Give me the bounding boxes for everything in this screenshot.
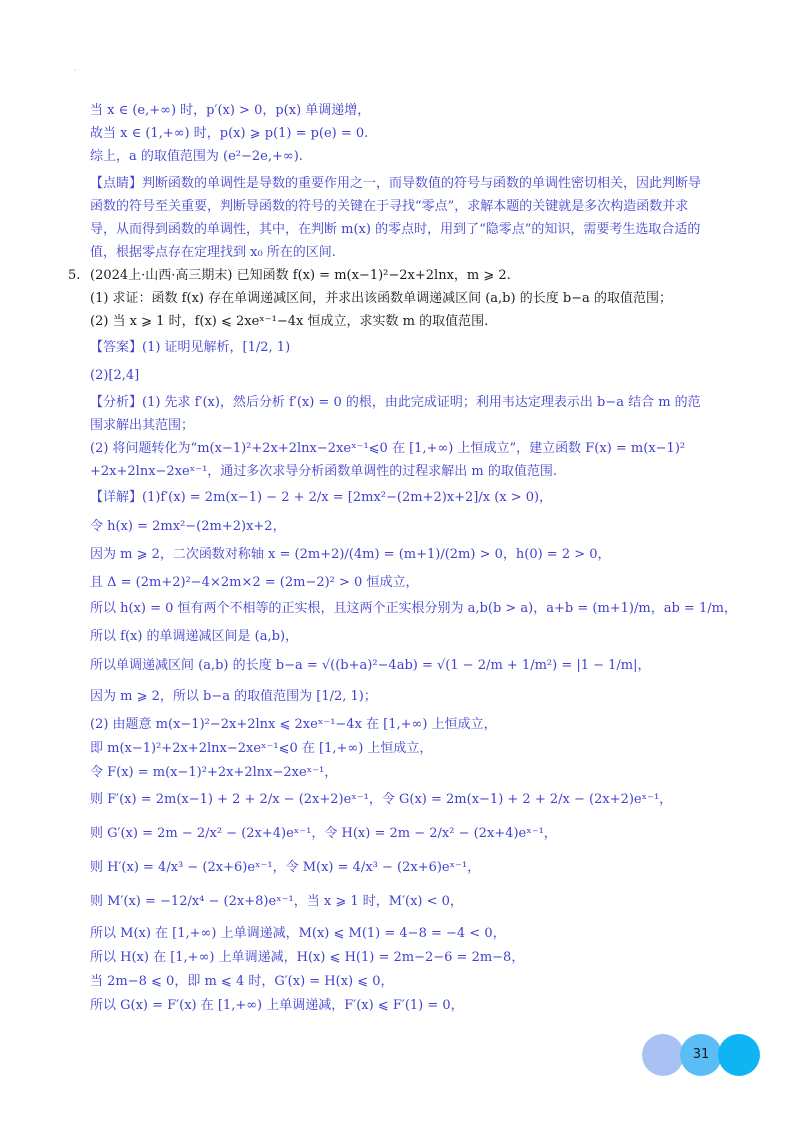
solution-line: 即 m(x−1)²+2x+2lnx−2xeˣ⁻¹⩽0 在 [1,+∞) 上恒成立，	[90, 741, 433, 756]
page-number: 31	[692, 1047, 710, 1062]
question-part-1: (1) 求证：函数 f(x) 存在单调递减区间，并求出该函数单调递减区间 (a,b) 的长度 b−a 的取值范围；	[90, 291, 672, 306]
answer-line: (2)[2,4]	[90, 368, 140, 383]
key-point-paragraph: 【点睛】判断函数的单调性是导数的重要作用之一，而导数值的符号与函数的单调性密切相关，因此判断导函数的符号至关重要，判断导函数的符号的关键在于寻找“零点”，求解本题的关键就是多次构造函数并求导，从而得到函数的单调性，其中，在判断 m(x) 的零点时，用到了“隐零点”的知识，需要考生选取合适的值，根据零点存在定理找到 x₀ 所在的区间.	[90, 176, 702, 260]
text-line: 综上，a 的取值范围为 (e²−2e,+∞).	[90, 149, 303, 164]
solution-line: 则 G′(x) = 2m − 2/x² − (2x+4)eˣ⁻¹，令 H(x) = 2m − 2/x² − (2x+4)eˣ⁻¹，	[90, 826, 557, 841]
solution-line: (2) 由题意 m(x−1)²−2x+2lnx ⩽ 2xeˣ⁻¹−4x 在 [1,+∞) 上恒成立，	[90, 717, 497, 732]
analysis-paragraph: 【分析】(1) 先求 f′(x)，然后分析 f′(x) = 0 的根，由此完成证明；利用韦达定理表示出 b−a 结合 m 的范围求解出其范围；	[90, 395, 701, 433]
decor-circle-right	[718, 1034, 760, 1076]
solution-line: 令 h(x) = 2mx²−(2m+2)x+2，	[90, 519, 286, 534]
solution-line: 因为 m ⩾ 2，二次函数对称轴 x = (2m+2)/(4m) = (m+1)/(2m) > 0，h(0) = 2 > 0，	[90, 547, 611, 562]
analysis-paragraph: (2) 将问题转化为“m(x−1)²+2x+2lnx−2xeˣ⁻¹⩽0 在 [1,+∞) 上恒成立”，建立函数 F(x) = m(x−1)² +2x+2lnx−2xeˣ⁻¹，通过多次求导分析函数单调性的过程求解出 m 的取值范围.	[90, 441, 686, 479]
solution-line: 则 M′(x) = −12/x⁴ − (2x+8)eˣ⁻¹，当 x ⩾ 1 时，M′(x) < 0，	[90, 894, 463, 909]
solution-line: 所以 H(x) 在 [1,+∞) 上单调递减，H(x) ⩽ H(1) = 2m−2−6 = 2m−8，	[90, 950, 525, 965]
solution-line: 因为 m ⩾ 2，所以 b−a 的取值范围为 [1/2, 1)；	[90, 689, 377, 704]
solution-line: 所以 h(x) = 0 恒有两个不相等的正实根，且这两个正实根分别为 a,b(b > a)，a+b = (m+1)/m，ab = 1/m，	[90, 601, 737, 616]
solution-line: 则 H′(x) = 4/x³ − (2x+6)eˣ⁻¹，令 M(x) = 4/x³ − (2x+6)eˣ⁻¹，	[90, 860, 481, 875]
solution-line: 当 2m−8 ⩽ 0，即 m ⩽ 4 时，G′(x) = H(x) ⩽ 0，	[90, 974, 394, 989]
solution-line: 所以 f(x) 的单调递减区间是 (a,b)，	[90, 629, 299, 644]
question-stem: (2024上·山西·高三期末) 已知函数 f(x) = m(x−1)²−2x+2lnx，m ⩾ 2.	[90, 268, 511, 283]
solution-line: 令 F(x) = m(x−1)²+2x+2lnx−2xeˣ⁻¹，	[90, 765, 338, 780]
solution-line: 所以单调递减区间 (a,b) 的长度 b−a = √((b+a)²−4ab) = √(1 − 2/m + 1/m²) = |1 − 1/m|，	[90, 658, 651, 673]
corner-mark: ·	[74, 66, 77, 75]
text-line: 当 x ∈ (e,+∞) 时，p′(x) > 0，p(x) 单调递增，	[90, 103, 371, 118]
solution-line: 则 F′(x) = 2m(x−1) + 2 + 2/x − (2x+2)eˣ⁻¹，令 G(x) = 2m(x−1) + 2 + 2/x − (2x+2)eˣ⁻¹，	[90, 792, 673, 807]
solution-line: 且 Δ = (2m+2)²−4×2m×2 = (2m−2)² > 0 恒成立，	[90, 575, 419, 590]
decor-circle-left	[642, 1034, 684, 1076]
solution-line: 【详解】(1)f′(x) = 2m(x−1) − 2 + 2/x = [2mx²−(2m+2)x+2]/x (x > 0)，	[90, 490, 553, 505]
answer-line: 【答案】(1) 证明见解析，[1/2, 1)	[90, 340, 291, 355]
text-line: 故当 x ∈ (1,+∞) 时，p(x) ⩾ p(1) = p(e) = 0.	[90, 126, 369, 141]
page-number-badge	[642, 1034, 760, 1076]
question-part-2: (2) 当 x ⩾ 1 时，f(x) ⩽ 2xeˣ⁻¹−4x 恒成立，求实数 m 的取值范围.	[90, 314, 489, 329]
question-number: 5.	[68, 268, 81, 283]
solution-line: 所以 G(x) = F′(x) 在 [1,+∞) 上单调递减，F′(x) ⩽ F′(1) = 0，	[90, 998, 464, 1013]
solution-line: 所以 M(x) 在 [1,+∞) 上单调递减，M(x) ⩽ M(1) = 4−8 = −4 < 0，	[90, 926, 506, 941]
